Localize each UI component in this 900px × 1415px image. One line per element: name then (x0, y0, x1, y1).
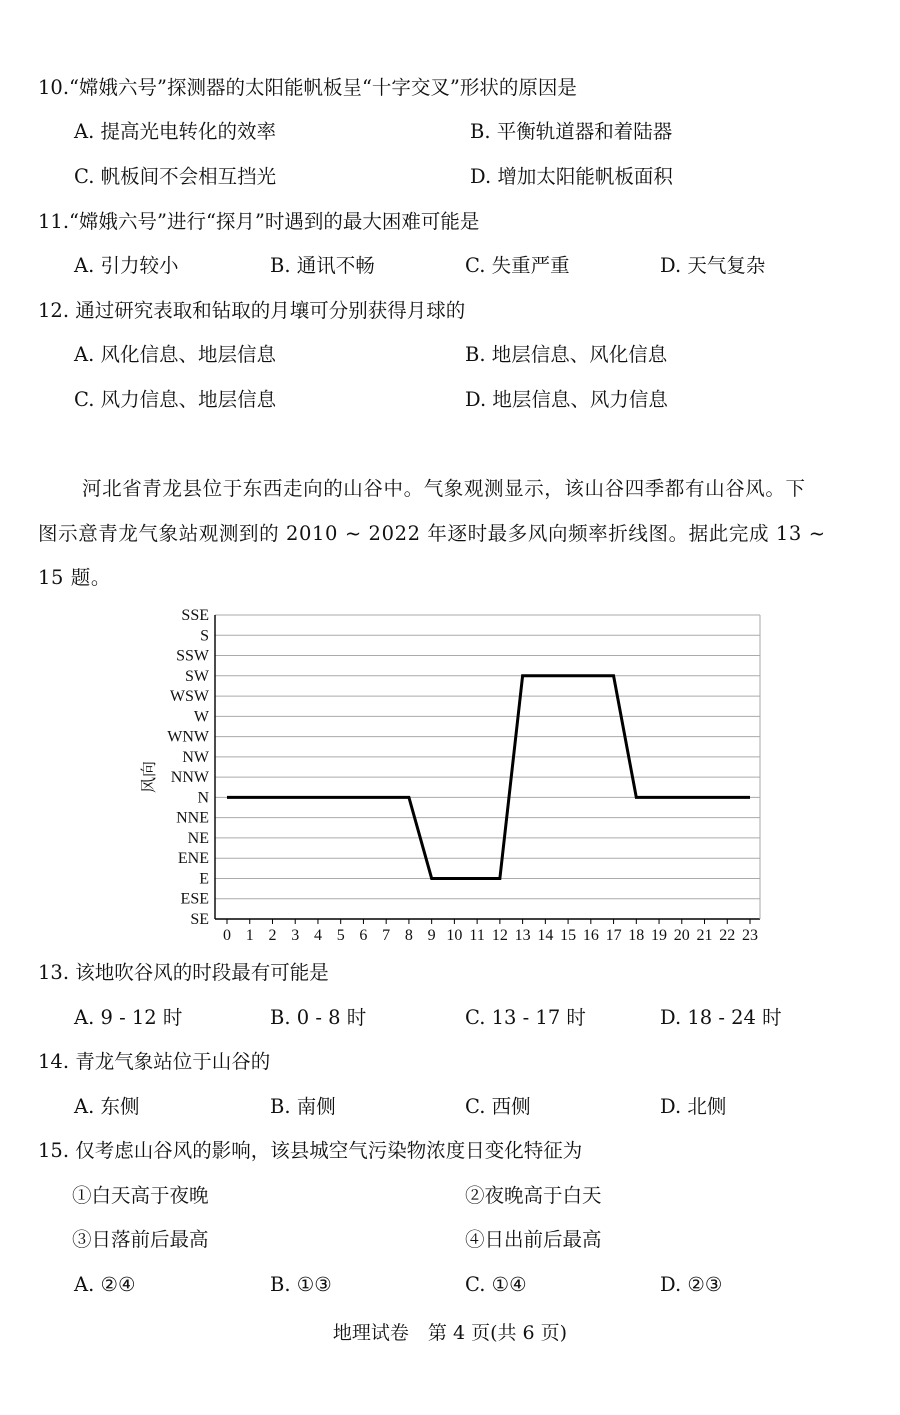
question-10-option-a[interactable]: A. 提高光电转化的效率 (74, 120, 276, 143)
x-tick-label: 16 (582, 927, 599, 944)
page-footer: 地理试卷 第 4 页(共 6 页) (332, 1322, 568, 1344)
x-tick-label: 1 (245, 927, 254, 944)
passage-line-2: 图示意青龙气象站观测到的 2010 ~ 2022 年逐时最多风向频率折线图。据此完成 13 ~ (38, 522, 826, 545)
x-tick-label: 2 (268, 927, 277, 944)
question-11-option-b[interactable]: B. 通讯不畅 (270, 254, 375, 277)
question-14-option-b[interactable]: B. 南侧 (270, 1095, 336, 1118)
y-tick-label: S (200, 627, 209, 645)
question-12-option-d[interactable]: D. 地层信息、风力信息 (465, 388, 668, 411)
y-tick-label: NW (182, 748, 209, 766)
y-tick-label: W (193, 708, 209, 726)
y-tick-label: E (199, 870, 209, 888)
x-tick-label: 7 (382, 927, 391, 944)
x-tick-label: 15 (560, 927, 577, 944)
x-tick-label: 3 (291, 927, 300, 944)
x-tick-label: 0 (223, 927, 231, 944)
question-15-option-a[interactable]: A. ②④ (74, 1273, 136, 1296)
passage-line-1: 河北省青龙县位于东西走向的山谷中。气象观测显示，该山谷四季都有山谷风。下 (82, 477, 806, 500)
question-15-statement-1: ①白天高于夜晚 (72, 1184, 209, 1207)
y-tick-label: NNW (170, 769, 209, 787)
x-tick-label: 23 (742, 927, 758, 944)
question-15-stem: 15. 仅考虑山谷风的影响，该县城空气污染物浓度日变化特征为 (38, 1139, 583, 1162)
question-15-statement-2: ②夜晚高于白天 (465, 1184, 602, 1207)
question-14-stem: 14. 青龙气象站位于山谷的 (38, 1050, 271, 1073)
y-tick-label: ESE (180, 890, 209, 908)
question-12-option-a[interactable]: A. 风化信息、地层信息 (74, 343, 276, 366)
question-15-option-b[interactable]: B. ①③ (270, 1273, 332, 1296)
question-10-stem: 10.“嫦娥六号”探测器的太阳能帆板呈“十字交叉”形状的原因是 (38, 76, 577, 99)
question-12-option-c[interactable]: C. 风力信息、地层信息 (74, 388, 277, 411)
x-tick-label: 9 (427, 927, 436, 944)
x-tick-label: 20 (673, 927, 690, 944)
chart-x-tick-labels (223, 919, 758, 944)
x-tick-label: 13 (514, 927, 531, 944)
x-tick-label: 5 (336, 927, 345, 944)
question-13-option-a[interactable]: A. 9 - 12 时 (74, 1006, 183, 1029)
wind-direction-chart (120, 600, 780, 950)
question-13-option-d[interactable]: D. 18 - 24 时 (660, 1006, 782, 1029)
x-tick-label: 18 (628, 927, 645, 944)
question-13-stem: 13. 该地吹谷风的时段最有可能是 (38, 961, 329, 984)
question-10-option-b[interactable]: B. 平衡轨道器和着陆器 (470, 120, 673, 143)
x-tick-label: 17 (605, 927, 622, 944)
y-tick-label: N (197, 789, 209, 807)
question-15-option-c[interactable]: C. ①④ (465, 1273, 527, 1296)
question-15-statement-4: ④日出前后最高 (465, 1228, 602, 1251)
passage-line-3: 15 题。 (38, 566, 112, 589)
y-tick-label: WNW (167, 728, 209, 746)
question-14-option-c[interactable]: C. 西侧 (465, 1095, 531, 1118)
x-tick-label: 19 (651, 927, 668, 944)
question-14-option-d[interactable]: D. 北侧 (660, 1095, 727, 1118)
x-tick-label: 4 (313, 927, 322, 944)
y-tick-label: SSE (181, 607, 209, 624)
question-12-stem: 12. 通过研究表取和钻取的月壤可分别获得月球的 (38, 299, 466, 322)
y-tick-label: SE (190, 911, 209, 928)
y-tick-label: ENE (177, 850, 209, 868)
y-tick-label: NE (187, 829, 209, 847)
x-tick-label: 12 (491, 927, 508, 944)
x-tick-label: 11 (469, 927, 485, 944)
x-tick-label: 22 (719, 927, 736, 944)
x-tick-label: 6 (359, 927, 368, 944)
chart-y-axis-title: 风向 (141, 760, 158, 794)
y-tick-label: NNE (176, 809, 209, 827)
question-11-option-a[interactable]: A. 引力较小 (74, 254, 179, 277)
x-tick-label: 8 (404, 927, 413, 944)
question-13-option-b[interactable]: B. 0 - 8 时 (270, 1006, 367, 1029)
x-tick-label: 21 (696, 927, 713, 944)
chart-grid (215, 615, 760, 919)
chart-y-tick-labels (167, 607, 210, 928)
question-10-option-c[interactable]: C. 帆板间不会相互挡光 (74, 165, 277, 188)
question-14-option-a[interactable]: A. 东侧 (74, 1095, 140, 1118)
question-12-option-b[interactable]: B. 地层信息、风化信息 (465, 343, 668, 366)
question-13-option-c[interactable]: C. 13 - 17 时 (465, 1006, 586, 1029)
question-15-option-d[interactable]: D. ②③ (660, 1273, 723, 1296)
y-tick-label: SSW (176, 647, 209, 665)
y-tick-label: WSW (169, 688, 209, 706)
question-11-option-c[interactable]: C. 失重严重 (465, 254, 570, 277)
question-10-option-d[interactable]: D. 增加太阳能帆板面积 (470, 165, 673, 188)
x-tick-label: 10 (446, 927, 463, 944)
y-tick-label: SW (185, 667, 209, 685)
question-11-stem: 11.“嫦娥六号”进行“探月”时遇到的最大困难可能是 (38, 210, 480, 233)
x-tick-label: 14 (537, 927, 554, 944)
question-11-option-d[interactable]: D. 天气复杂 (660, 254, 766, 277)
question-15-statement-3: ③日落前后最高 (72, 1228, 209, 1251)
